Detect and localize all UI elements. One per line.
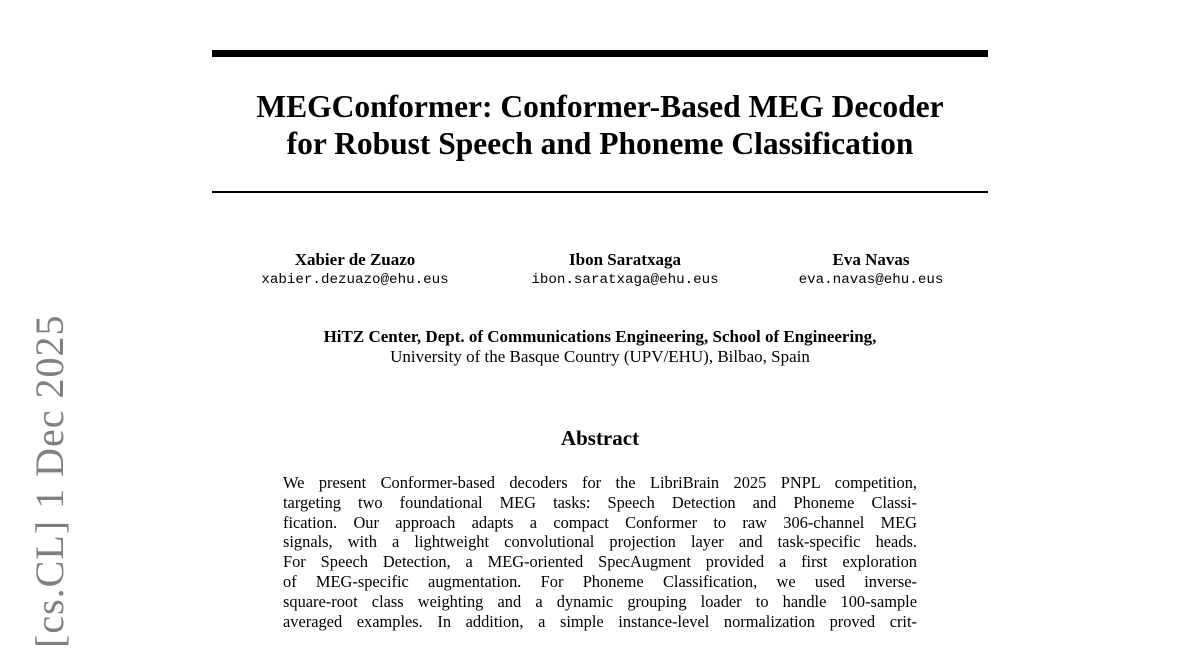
title-line: MEGConformer: Conformer-Based MEG Decoder (256, 89, 944, 124)
paper-title (212, 88, 988, 162)
affiliation-department: HiTZ Center, Dept. of Communications Engineering, School of Engineering, (323, 327, 877, 346)
affiliation-university: University of the Basque Country (UPV/EHU), Bilbao, Spain (390, 347, 810, 366)
title-bottom-rule (212, 191, 988, 193)
author-block (505, 250, 745, 290)
abstract-line: signals, with a lightweight convolutional projection layer and task-specific heads. (283, 532, 917, 552)
author-block (235, 250, 475, 290)
author-name: Eva Navas (832, 250, 910, 269)
author-block (776, 250, 966, 290)
abstract-line: square-root class weighting and a dynamic grouping loader to handle 100-sample (283, 591, 917, 611)
title-line: for Robust Speech and Phoneme Classification (286, 126, 914, 161)
author-email: xabier.dezuazo@ehu.eus (261, 272, 449, 288)
abstract-line: averaged examples. In addition, a simple instance-level normalization proved crit- (283, 611, 917, 631)
abstract-line: We present Conformer-based decoders for the LibriBrain 2025 PNPL competition, (283, 473, 917, 492)
abstract-line: fication. Our approach adapts a compact Conformer to raw 306-channel MEG (283, 512, 917, 532)
author-name: Xabier de Zuazo (294, 250, 416, 269)
abstract-line: For Speech Detection, a MEG-oriented SpecAugment provided a first exploration (283, 552, 917, 572)
arxiv-side-stamp: [cs.CL] 1 Dec 2025 (27, 314, 72, 648)
author-name: Ibon Saratxaga (569, 250, 681, 269)
abstract-line: of MEG-specific augmentation. For Phoneme Classification, we used inverse- (283, 571, 917, 591)
abstract-body (283, 473, 917, 631)
author-email: ibon.saratxaga@ehu.eus (531, 272, 719, 288)
abstract-heading: Abstract (560, 426, 640, 450)
title-top-rule (212, 50, 988, 57)
affiliation (212, 327, 988, 367)
author-email: eva.navas@ehu.eus (798, 272, 944, 288)
abstract-line: targeting two foundational MEG tasks: Speech Detection and Phoneme Classi- (283, 492, 917, 512)
